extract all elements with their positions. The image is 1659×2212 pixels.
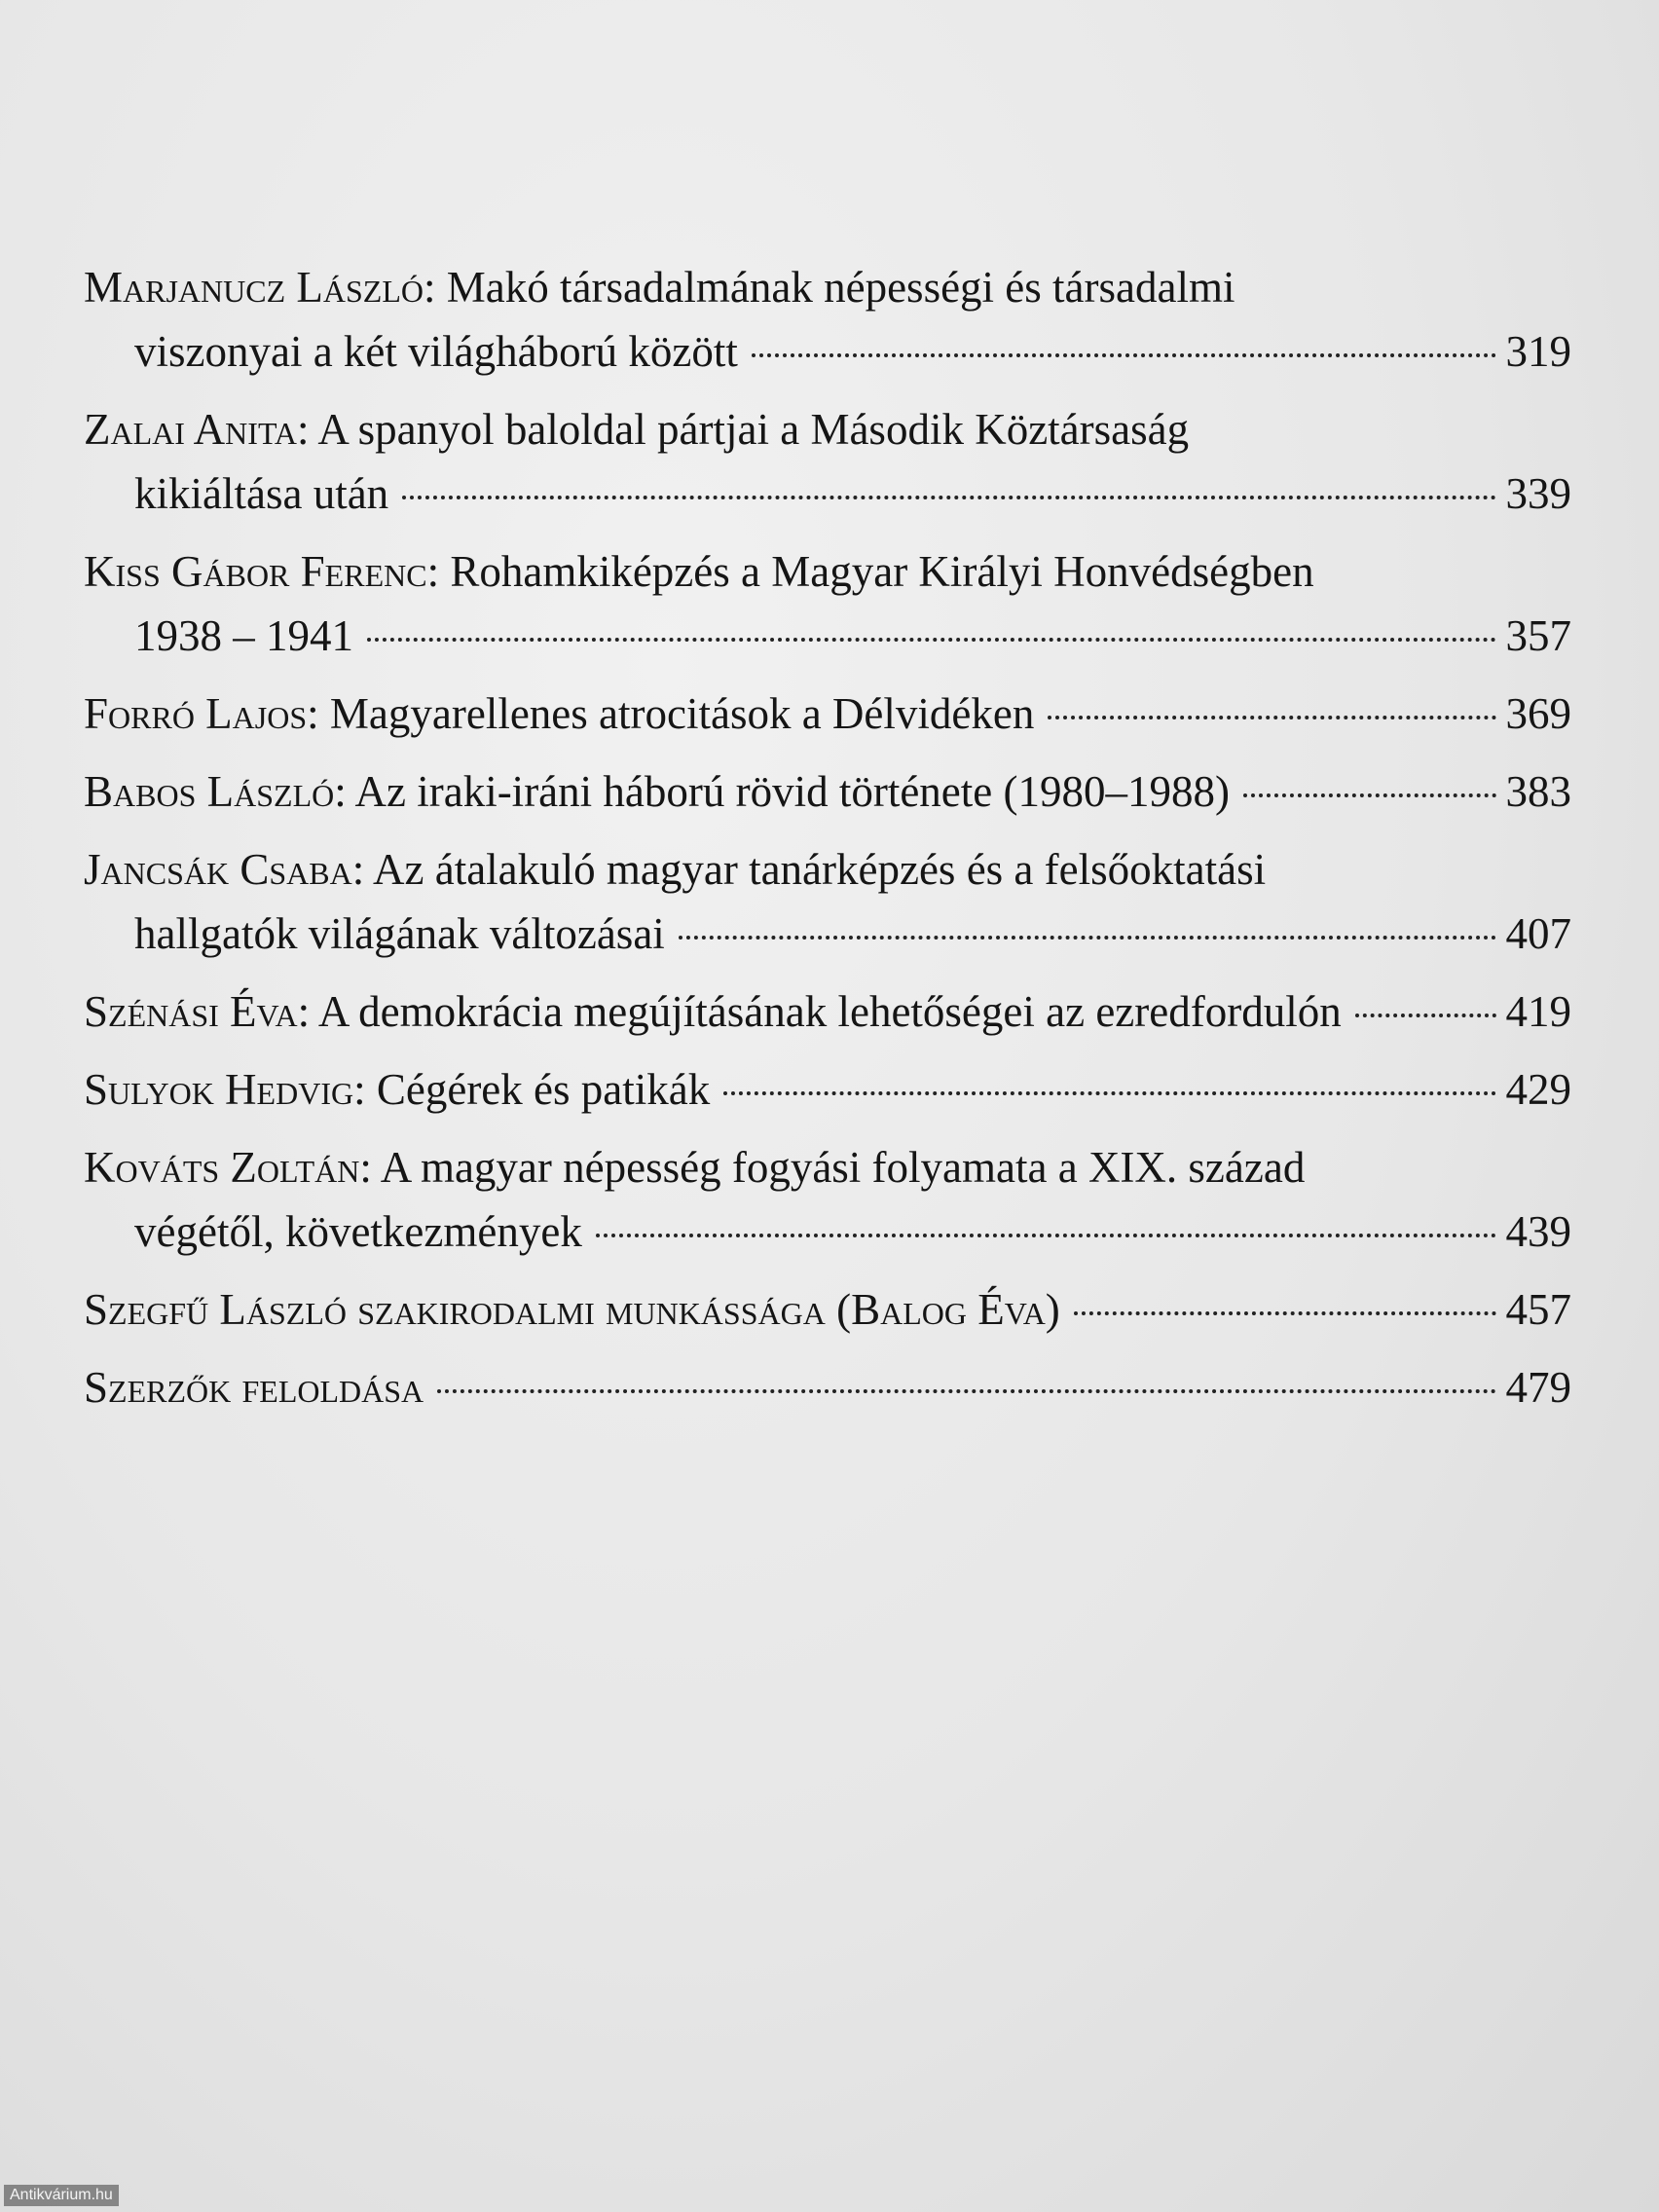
toc-title-part: Babos László: Az iraki-iráni háború rövid története (1980–1988) bbox=[84, 767, 1230, 816]
toc-entry bbox=[84, 397, 1571, 526]
toc-author: Forró Lajos bbox=[84, 689, 308, 738]
toc-title-part: viszonyai a két világháború között bbox=[134, 327, 738, 376]
toc-page-number: 419 bbox=[1505, 987, 1571, 1036]
toc-author: Szénási Éva bbox=[84, 987, 298, 1036]
toc-title-part: hallgatók világának változásai bbox=[134, 909, 665, 958]
toc-page-number: 319 bbox=[1505, 327, 1571, 376]
dot-leader bbox=[437, 1389, 1495, 1393]
toc-title-part: kikiáltása után bbox=[134, 469, 389, 518]
toc-section-heading: Szegfű László szakirodalmi munkássága (Balog Éva) bbox=[84, 1285, 1060, 1334]
toc-entry bbox=[84, 1355, 1571, 1419]
toc-title-part: Rohamkiképzés a Magyar Királyi Honvédségben bbox=[450, 547, 1314, 596]
dot-leader bbox=[752, 353, 1496, 357]
toc-entry-first-line: Kiss Gábor Ferenc: Rohamkiképzés a Magyar Királyi Honvédségben bbox=[84, 547, 1314, 596]
toc-entry bbox=[84, 255, 1571, 384]
toc-page-number: 339 bbox=[1505, 469, 1571, 518]
toc-title-part: Sulyok Hedvig: Cégérek és patikák bbox=[84, 1065, 711, 1114]
toc-entry-last-line bbox=[84, 1277, 1571, 1342]
toc-title-text: A demokrácia megújításának lehetőségei az ezredfordulón bbox=[317, 987, 1342, 1036]
dot-leader bbox=[1048, 716, 1495, 719]
toc-entry-first-line: Jancsák Csaba: Az átalakuló magyar tanárképzés és a felsőoktatási bbox=[84, 845, 1267, 894]
toc-entry-last-line bbox=[84, 1057, 1571, 1122]
watermark-label: Antikvárium.hu bbox=[4, 2185, 119, 2206]
dot-leader bbox=[367, 638, 1496, 642]
toc-entry-first-line: Marjanucz László: Makó társadalmának népességi és társadalmi bbox=[84, 263, 1235, 312]
dot-leader bbox=[723, 1091, 1495, 1095]
toc-entry-last-line bbox=[84, 461, 1571, 526]
toc-entry bbox=[84, 1057, 1571, 1122]
toc-entry-last-line bbox=[84, 604, 1571, 668]
dot-leader bbox=[1355, 1014, 1496, 1017]
toc-entry bbox=[84, 837, 1571, 966]
toc-title-part: Forró Lajos: Magyarellenes atrocitások a Délvidéken bbox=[84, 689, 1035, 738]
toc-entry bbox=[84, 1277, 1571, 1342]
toc-page-number: 439 bbox=[1505, 1207, 1571, 1256]
dot-leader bbox=[1074, 1311, 1496, 1315]
toc-entry bbox=[84, 979, 1571, 1044]
toc-page-number: 407 bbox=[1505, 909, 1571, 958]
toc-entry-last-line bbox=[84, 1355, 1571, 1419]
toc-section-heading: Szerzők feloldása bbox=[84, 1363, 424, 1412]
toc-entry-first-line: Zalai Anita: A spanyol baloldal pártjai a Második Köztársaság bbox=[84, 405, 1190, 454]
table-of-contents bbox=[84, 255, 1571, 1433]
toc-title-part: végétől, következmények bbox=[134, 1207, 582, 1256]
toc-entry bbox=[84, 682, 1571, 746]
toc-entry-last-line bbox=[84, 319, 1571, 384]
toc-author: Kováts Zoltán bbox=[84, 1143, 360, 1192]
toc-entry-first-line: Kováts Zoltán: A magyar népesség fogyási folyamata a XIX. század bbox=[84, 1143, 1306, 1192]
toc-title-part: A spanyol baloldal pártjai a Második Köztársaság bbox=[317, 405, 1190, 454]
toc-title-part: A magyar népesség fogyási folyamata a XIX. század bbox=[380, 1143, 1306, 1192]
toc-page-number: 479 bbox=[1505, 1363, 1571, 1412]
toc-entry-last-line bbox=[84, 979, 1571, 1044]
toc-title-part: Az átalakuló magyar tanárképzés és a felsőoktatási bbox=[373, 845, 1267, 894]
toc-entry-last-line bbox=[84, 902, 1571, 966]
toc-entry bbox=[84, 759, 1571, 824]
toc-title-part: Makó társadalmának népességi és társadalmi bbox=[446, 263, 1235, 312]
toc-page-number: 457 bbox=[1505, 1285, 1571, 1334]
toc-title-text: Az iraki-iráni háború rövid története (1980–1988) bbox=[354, 767, 1230, 816]
toc-title-part: Szénási Éva: A demokrácia megújításának lehetőségei az ezredfordulón bbox=[84, 987, 1342, 1036]
dot-leader bbox=[402, 496, 1495, 499]
toc-entry-last-line bbox=[84, 759, 1571, 824]
toc-entry bbox=[84, 539, 1571, 668]
toc-author: Sulyok Hedvig bbox=[84, 1065, 354, 1114]
toc-page-number: 357 bbox=[1505, 611, 1571, 660]
toc-entry-last-line bbox=[84, 1199, 1571, 1264]
toc-title-text: Cégérek és patikák bbox=[376, 1065, 711, 1114]
toc-author: Marjanucz László bbox=[84, 263, 424, 312]
toc-title-text: Magyarellenes atrocitások a Délvidéken bbox=[329, 689, 1035, 738]
toc-author: Zalai Anita bbox=[84, 405, 298, 454]
toc-author: Jancsák Csaba bbox=[84, 845, 352, 894]
dot-leader bbox=[1243, 793, 1496, 797]
toc-entry-last-line bbox=[84, 682, 1571, 746]
dot-leader bbox=[596, 1234, 1496, 1237]
toc-entry bbox=[84, 1135, 1571, 1264]
toc-page-number: 429 bbox=[1505, 1065, 1571, 1114]
dot-leader bbox=[679, 936, 1496, 940]
toc-title-part: 1938 – 1941 bbox=[134, 611, 353, 660]
toc-author: Babos László bbox=[84, 767, 335, 816]
toc-author: Kiss Gábor Ferenc bbox=[84, 547, 427, 596]
toc-page-number: 383 bbox=[1505, 767, 1571, 816]
toc-page-number: 369 bbox=[1505, 689, 1571, 738]
